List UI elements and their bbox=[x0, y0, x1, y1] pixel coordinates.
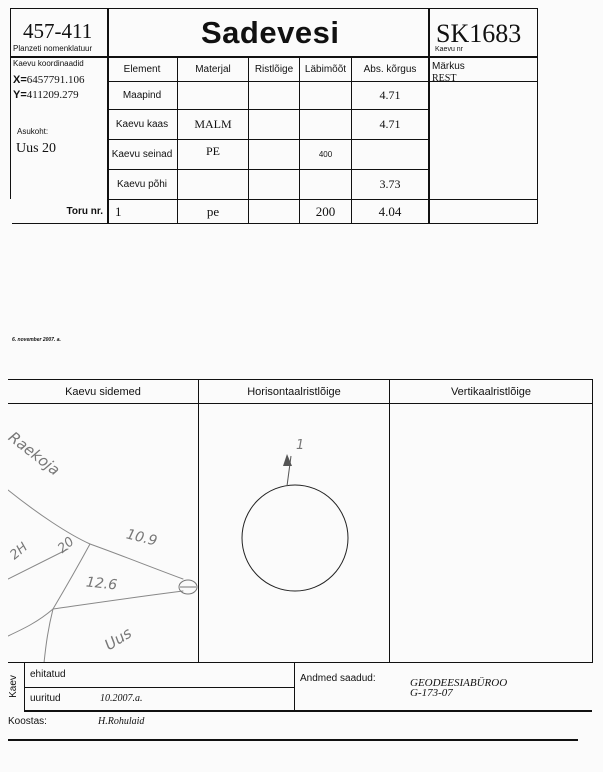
row-diameter: 400 bbox=[318, 150, 333, 159]
section-title-vertical: Vertikaalristlõige bbox=[450, 385, 532, 398]
pipe-abs-height: 4.04 bbox=[378, 203, 402, 219]
coords-label: Kaevu koordinaadid bbox=[13, 59, 84, 68]
street-label: Uus bbox=[101, 623, 135, 655]
footer-block bbox=[8, 662, 592, 711]
well-number-value: SK1683 bbox=[436, 19, 522, 48]
col-header-diameter: Läbimõõt bbox=[304, 63, 347, 75]
distance-label: 2H bbox=[7, 539, 31, 564]
row-element: Kaevu kaas bbox=[115, 119, 169, 130]
distance-label: 20 bbox=[55, 534, 78, 557]
side-label: Kaev bbox=[7, 675, 19, 698]
note-value: REST bbox=[432, 73, 457, 84]
pipe-number: 1 bbox=[115, 204, 122, 219]
well-card-header-table bbox=[10, 8, 538, 224]
row-element: Kaevu põhi bbox=[116, 179, 168, 190]
coord-x bbox=[13, 74, 85, 86]
coord-x-value: 6457791.106 bbox=[26, 74, 85, 86]
distance-label: 10.9 bbox=[124, 526, 159, 550]
measured-value: 10.2007.a. bbox=[100, 693, 143, 704]
connections-sketch bbox=[8, 404, 198, 663]
section-title-connections: Kaevu sidemed bbox=[65, 385, 141, 398]
row-abs-height: 3.73 bbox=[379, 177, 401, 191]
row-abs-height: 4.71 bbox=[379, 117, 401, 131]
distance-label: 12.6 bbox=[85, 574, 118, 594]
horizontal-section-drawing bbox=[199, 404, 389, 663]
row-material: PE bbox=[205, 143, 220, 158]
pipe-diameter: 200 bbox=[315, 203, 336, 219]
measured-label: uuritud bbox=[30, 693, 61, 704]
pipe-label: Toru nr. bbox=[66, 206, 103, 217]
data-source-value: GEODEESIABÜROO bbox=[410, 677, 508, 689]
sketch-panel bbox=[4, 379, 593, 663]
pipe-material: pe bbox=[206, 203, 220, 219]
row-element: Maapind bbox=[122, 90, 162, 101]
row-element: Kaevu seinad bbox=[111, 149, 173, 160]
coord-x-label: X= bbox=[13, 74, 27, 86]
col-header-note: Märkus bbox=[432, 61, 465, 72]
pipe-number-label: 1 bbox=[296, 438, 305, 453]
street-label: Raekoja bbox=[4, 428, 64, 480]
location-label: Asukoht: bbox=[17, 127, 49, 136]
col-header-cross-section: Ristlõige bbox=[254, 63, 294, 75]
date-note: 6. november 2007. a. bbox=[12, 337, 61, 343]
location-value: Uus 20 bbox=[16, 141, 57, 156]
nomenclature-label: Planzeti nomenklatuur bbox=[13, 44, 93, 53]
page-title: Sadevesi bbox=[201, 15, 340, 50]
coord-y-value: 411209.279 bbox=[26, 89, 79, 101]
data-source-code: G-173-07 bbox=[410, 687, 453, 699]
well-outline bbox=[242, 485, 348, 591]
coord-y bbox=[13, 89, 79, 101]
section-title-horizontal: Horisontaalristlõige bbox=[247, 385, 341, 398]
coord-y-label: Y= bbox=[13, 89, 27, 101]
well-number-label: Kaevu nr bbox=[435, 46, 464, 53]
built-label: ehitatud bbox=[30, 669, 66, 680]
row-abs-height: 4.71 bbox=[379, 88, 401, 102]
col-header-material: Materjal bbox=[195, 63, 231, 75]
compiled-value: H.Rohulaid bbox=[98, 716, 145, 727]
col-header-abs-height: Abs. kõrgus bbox=[363, 63, 417, 75]
compiled-label: Koostas: bbox=[8, 716, 47, 727]
data-source-label: Andmed saadud: bbox=[300, 673, 376, 684]
col-header-element: Element bbox=[123, 63, 161, 75]
nomenclature-value: 457-411 bbox=[23, 19, 93, 43]
row-material: MALM bbox=[194, 117, 232, 131]
